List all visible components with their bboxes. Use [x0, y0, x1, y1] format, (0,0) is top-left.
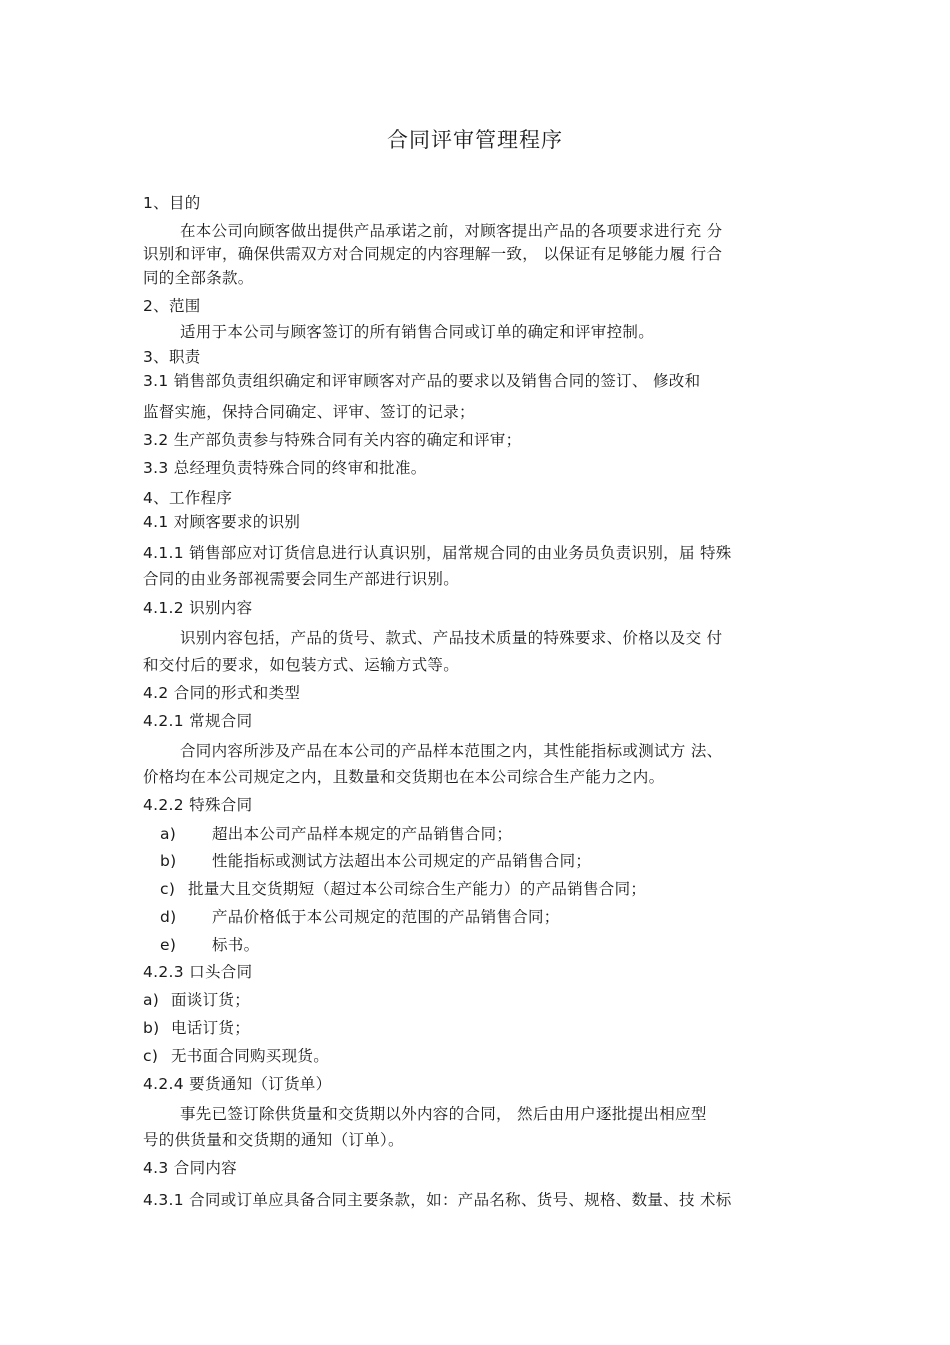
paragraph-line: 3.2 生产部负责参与特殊合同有关内容的确定和评审； [143, 431, 522, 449]
subsection-heading: 4.2.1 常规合同 [143, 712, 253, 730]
list-item [160, 851, 591, 871]
list-item [143, 1046, 329, 1066]
list-item-key: a) [143, 991, 160, 1009]
list-item [160, 907, 560, 927]
list-item-text: 性能指标或测试方法超出本公司规定的产品销售合同； [212, 852, 592, 870]
section-heading: 4、工作程序 [143, 489, 233, 507]
paragraph-line: 合同的由业务部视需要会同生产部进行识别。 [143, 570, 460, 588]
paragraph-line: 在本公司向顾客做出提供产品承诺之前，对顾客提出产品的各项要求进行充 分 [180, 222, 723, 240]
list-item-text: 无书面合同购买现货。 [171, 1047, 330, 1065]
subsection-heading: 4.2.4 要货通知（订货单） [143, 1075, 332, 1093]
list-item [160, 935, 259, 955]
list-item-key: b) [143, 1019, 160, 1037]
paragraph-line: 识别内容包括，产品的货号、款式、产品技术质量的特殊要求、价格以及交 付 [180, 629, 723, 647]
list-item-key: d) [160, 908, 177, 926]
list-item-text: 超出本公司产品样本规定的产品销售合同； [212, 825, 513, 843]
list-item-text: 产品价格低于本公司规定的范围的产品销售合同； [212, 908, 560, 926]
subsection-heading: 4.2.3 口头合同 [143, 963, 253, 981]
subsection-heading: 4.2.2 特殊合同 [143, 796, 253, 814]
list-item [160, 824, 512, 844]
list-item [143, 1018, 250, 1038]
paragraph-line: 4.1.1 销售部应对订货信息进行认真识别，届常规合同的由业务员负责识别，届 特殊 [143, 544, 732, 562]
paragraph-line: 4.3.1 合同或订单应具备合同主要条款，如：产品名称、货号、规格、数量、技 术标 [143, 1191, 732, 1209]
paragraph-line: 同的全部条款。 [143, 269, 254, 287]
subsection-heading: 4.2 合同的形式和类型 [143, 684, 301, 702]
section-heading: 2、范围 [143, 297, 201, 315]
list-item-key: c) [143, 1047, 159, 1065]
paragraph-line: 合同内容所涉及产品在本公司的产品样本范围之内，其性能指标或测试方 法、 [180, 742, 723, 760]
paragraph-line: 事先已签订除供货量和交货期以外内容的合同， 然后由用户逐批提出相应型 [180, 1105, 707, 1123]
list-item [143, 990, 250, 1010]
paragraph-line: 3.3 总经理负责特殊合同的终审和批准。 [143, 459, 427, 477]
paragraph-line: 和交付后的要求，如包装方式、运输方式等。 [143, 656, 460, 674]
list-item-key: b) [160, 852, 177, 870]
paragraph-line: 号的供货量和交货期的通知（订单）。 [143, 1131, 404, 1149]
list-item-text: 标书。 [212, 936, 260, 954]
paragraph-line: 价格均在本公司规定之内，且数量和交货期也在本公司综合生产能力之内。 [143, 768, 665, 786]
section-heading: 3、职责 [143, 348, 201, 366]
section-heading: 1、目的 [143, 194, 201, 212]
list-item-text: 面谈订货； [171, 991, 251, 1009]
list-item-text: 电话订货； [171, 1019, 251, 1037]
list-item [160, 879, 646, 899]
subsection-heading: 4.1.2 识别内容 [143, 599, 253, 617]
list-item-key: e) [160, 936, 177, 954]
list-item-key: a) [160, 825, 177, 843]
subsection-heading: 4.3 合同内容 [143, 1159, 237, 1177]
paragraph-line: 监督实施，保持合同确定、评审、签订的记录； [143, 403, 475, 421]
list-item-key: c) [160, 880, 176, 898]
list-item-text: 批量大且交货期短（超过本公司综合生产能力）的产品销售合同； [188, 880, 647, 898]
document-title: 合同评审管理程序 [387, 128, 563, 152]
paragraph-line: 3.1 销售部负责组织确定和评审顾客对产品的要求以及销售合同的签订、 修改和 [143, 372, 701, 390]
paragraph-line: 识别和评审，确保供需双方对合同规定的内容理解一致， 以保证有足够能力履 行合 [143, 245, 723, 263]
paragraph-line: 适用于本公司与顾客签订的所有销售合同或订单的确定和评审控制。 [180, 323, 655, 341]
subsection-heading: 4.1 对顾客要求的识别 [143, 513, 301, 531]
